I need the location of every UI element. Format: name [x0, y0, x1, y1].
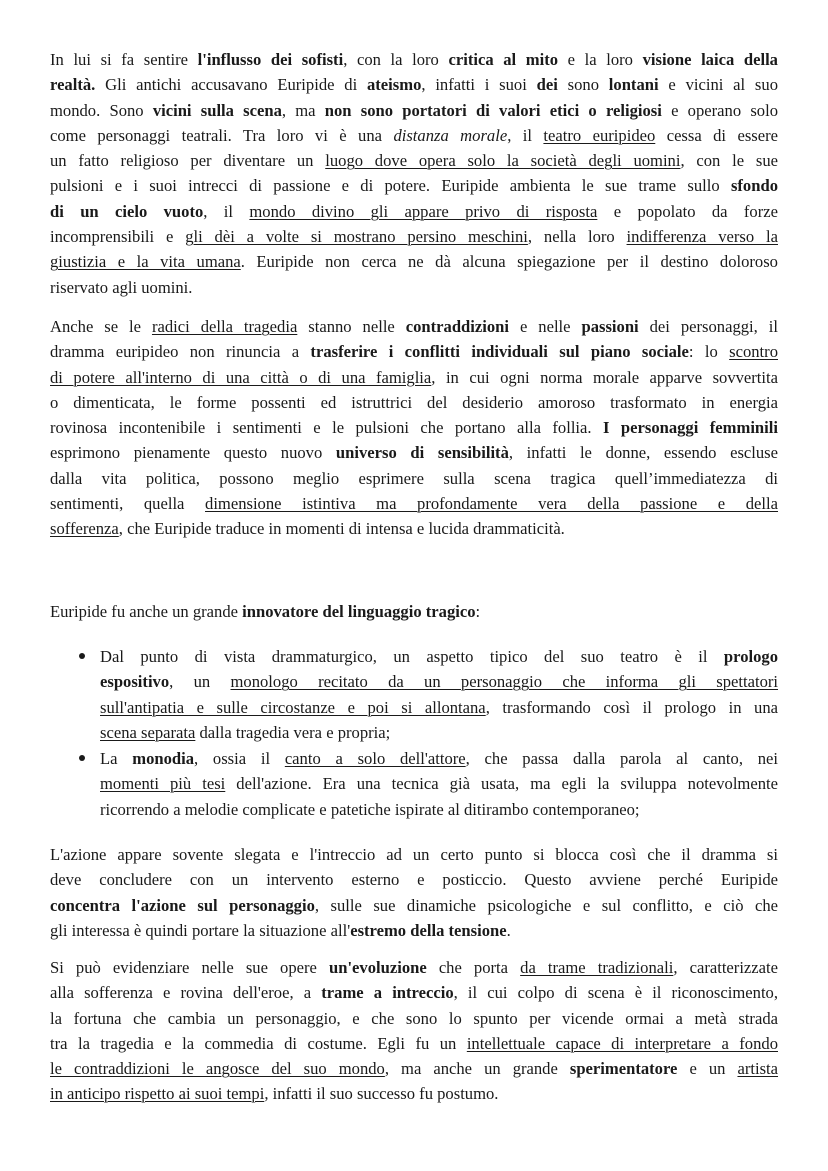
text-line: [50, 893, 778, 918]
underlined-text: radici della tragedia: [151, 317, 298, 336]
text-line: [50, 173, 778, 198]
text-run: riservato agli uomini.: [50, 277, 193, 297]
text-run: , infatti le donne, essendo escluse: [508, 443, 778, 463]
bullet-list-item: [100, 746, 778, 822]
text-line: [50, 47, 778, 72]
text-line: [50, 867, 778, 892]
underlined-text: teatro euripideo: [543, 125, 656, 145]
text-run: la fortuna che cambia un personaggio, e che sono lo spunto per vicende ormai a metà strada: [50, 1008, 778, 1028]
bold-text: espositivo: [100, 672, 170, 692]
text-run: Si può evidenziare nelle sue opere: [50, 958, 329, 977]
text-run: , un: [169, 672, 231, 692]
bullet-icon: [79, 755, 85, 761]
text-run: e popolato da forze: [597, 201, 778, 221]
text-line: [50, 440, 778, 465]
bold-text: sperimentatore: [569, 1059, 678, 1079]
bold-text: trame a intreccio: [321, 983, 454, 1003]
bullet-list-item: [100, 644, 778, 745]
text-run: dell'azione. Era una tecnica già usata, ma egli la sviluppa notevolmente: [225, 774, 778, 794]
text-line: [50, 314, 778, 339]
text-run: , trasformando così il prologo in una: [485, 697, 778, 717]
bold-text: trasferire i conflitti individuali sul piano sociale: [310, 342, 689, 362]
text-run: dei personaggi, il: [638, 317, 778, 336]
text-run: e nelle: [509, 317, 582, 336]
text-line: [100, 644, 778, 669]
text-line: [100, 720, 778, 745]
text-run: , ma: [281, 100, 325, 120]
bold-text: prologo: [723, 647, 778, 666]
text-run: rovinosa incontenibile i sentimenti e le pulsioni che portano alla follia.: [50, 418, 603, 438]
underlined-text: scontro: [729, 342, 778, 362]
text-run: pulsioni e i suoi intrecci di passione e di potere. Euripide ambienta le sue trame sullo: [50, 176, 731, 196]
text-line: [50, 98, 778, 123]
paragraph: [50, 842, 778, 943]
underlined-text: da trame tradizionali: [520, 958, 674, 977]
underlined-text: luogo dove opera solo la società degli uomini: [325, 151, 681, 171]
text-run: Dal punto di vista drammaturgico, un aspetto tipico del suo teatro è il: [100, 647, 724, 666]
paragraph: [50, 314, 778, 542]
text-line: [50, 123, 778, 148]
text-line: [100, 695, 778, 720]
text-run: L'azione appare sovente slegata e l'intreccio ad un certo punto si blocca così che il dramma si: [50, 845, 778, 864]
bold-text: estremo della tensione: [350, 920, 507, 940]
underlined-text: di potere all'interno di una città o di una famiglia: [50, 367, 432, 387]
paragraph: [50, 955, 778, 1107]
bold-text: visione laica della: [642, 50, 778, 69]
bold-text: passioni: [581, 317, 639, 336]
text-run: che porta: [426, 958, 521, 977]
bold-text: sfondo: [730, 176, 778, 196]
text-run: :: [475, 602, 481, 621]
underlined-text: in anticipo rispetto ai suoi tempi: [50, 1084, 265, 1104]
text-run: sono: [557, 75, 609, 95]
text-run: o dimenticata, le forme possenti ed istruttrici del desiderio amoroso trasformato in energia: [50, 392, 778, 412]
text-line: [50, 516, 778, 541]
paragraph: [50, 47, 778, 300]
text-run: esprimono pienamente questo nuovo: [50, 443, 336, 463]
bold-text: l'influsso dei sofisti: [197, 50, 344, 69]
text-run: , infatti il suo successo fu postumo.: [264, 1084, 499, 1104]
text-run: come personaggi teatrali. Tra loro vi è una: [50, 125, 394, 145]
text-run: sentimenti, quella: [50, 494, 206, 514]
underlined-text: momenti più tesi: [100, 774, 226, 794]
underlined-text: monologo recitato da un personaggio che informa gli spettatori: [230, 672, 779, 692]
text-run: tra la tragedia e la commedia di costume. Egli fu un: [50, 1033, 467, 1053]
text-line: [50, 148, 778, 173]
text-line: [50, 1031, 778, 1056]
text-run: mondo. Sono: [50, 100, 153, 120]
text-run: . Euripide non cerca ne dà alcuna spiegazione per il destino doloroso: [240, 252, 778, 272]
text-run: La: [100, 749, 133, 768]
text-run: , caratterizzate: [673, 958, 779, 977]
underlined-text: indifferenza verso la: [626, 227, 778, 247]
text-run: , ma anche un grande: [384, 1059, 570, 1079]
text-run: e vicini al suo: [658, 75, 778, 95]
bold-text: ateismo: [366, 75, 422, 95]
text-run: e un: [677, 1059, 738, 1079]
underlined-text: mondo divino gli appare privo di risposta: [249, 201, 598, 221]
text-run: dalla tragedia vera e propria;: [195, 722, 391, 742]
text-line: [50, 365, 778, 390]
text-run: , il: [507, 125, 544, 145]
text-line: [100, 669, 778, 694]
bold-text: lontani: [608, 75, 659, 95]
underlined-text: canto a solo dell'attore: [284, 749, 466, 768]
text-line: [50, 842, 778, 867]
underlined-text: le contraddizioni le angosce del suo mondo: [50, 1059, 385, 1079]
underlined-text: artista: [737, 1059, 779, 1079]
text-line: [100, 797, 778, 822]
text-line: [50, 955, 778, 980]
bold-text: monodia: [132, 749, 195, 768]
text-run: ricorrendo a melodie complicate e patetiche ispirate al ditirambo contemporaneo;: [100, 799, 640, 819]
bullet-icon: [79, 653, 85, 659]
text-run: dramma euripideo non rinuncia a: [50, 342, 311, 362]
underlined-text: giustizia e la vita umana: [50, 252, 241, 272]
text-line: [50, 466, 778, 491]
text-run: , infatti i suoi: [421, 75, 537, 95]
text-run: Anche se le: [50, 317, 152, 336]
bold-text: dei: [536, 75, 558, 95]
bold-text: non sono portatori di valori etici o religiosi: [324, 100, 662, 120]
text-run: stanno nelle: [297, 317, 406, 336]
bold-text: di un cielo vuoto: [50, 201, 204, 221]
text-line: [50, 599, 778, 624]
text-run: , che Euripide traduce in momenti di intensa e lucida drammaticità.: [118, 519, 565, 539]
text-run: , con la loro: [343, 50, 449, 69]
text-run: gli interessa è quindi portare la situazione all': [50, 920, 351, 940]
text-run: e la loro: [558, 50, 643, 69]
text-line: [100, 746, 778, 771]
text-line: [50, 1056, 778, 1081]
text-run: Euripide fu anche un grande: [50, 602, 243, 621]
text-line: [50, 390, 778, 415]
text-run: incomprensibili e: [50, 227, 186, 247]
text-line: [50, 249, 778, 274]
bold-text: concentra l'azione sul personaggio: [50, 895, 315, 915]
underlined-text: sofferenza: [50, 519, 119, 539]
text-line: [50, 1081, 778, 1106]
paragraph: [50, 599, 778, 624]
text-run: , ossia il: [194, 749, 285, 768]
text-line: [50, 72, 778, 97]
text-run: , il: [203, 201, 250, 221]
text-line: [50, 918, 778, 943]
text-line: [50, 199, 778, 224]
text-run: : lo: [688, 342, 730, 362]
bold-text: I personaggi femminili: [603, 418, 778, 438]
text-run: , con le sue: [680, 151, 778, 171]
text-run: deve concludere con un intervento esterno e posticcio. Questo avviene perché Euripide: [50, 870, 778, 890]
text-run: Gli antichi accusavano Euripide di: [95, 75, 367, 95]
text-run: alla sofferenza e rovina dell'eroe, a: [50, 983, 322, 1003]
italic-text: distanza morale: [393, 125, 508, 145]
text-run: dalla vita politica, possono meglio esprimere sulla scena tragica quell’immediatezza di: [50, 468, 778, 488]
text-run: In lui si fa sentire: [50, 50, 198, 69]
bold-text: universo di sensibilità: [335, 443, 509, 463]
text-line: [50, 224, 778, 249]
text-run: un fatto religioso per diventare un: [50, 151, 326, 171]
bold-text: critica al mito: [448, 50, 559, 69]
text-line: [50, 275, 778, 300]
text-run: , nella loro: [527, 227, 627, 247]
underlined-text: gli dèi a volte si mostrano persino meschini: [185, 227, 528, 247]
underlined-text: dimensione istintiva ma profondamente vera della passione e della: [205, 494, 779, 514]
bold-text: un'evoluzione: [328, 958, 427, 977]
text-line: [50, 415, 778, 440]
text-line: [50, 491, 778, 516]
bold-text: innovatore del linguaggio tragico: [242, 602, 476, 621]
underlined-text: scena separata: [100, 722, 196, 742]
text-run: .: [506, 920, 511, 940]
underlined-text: sull'antipatia e sulle circostanze e poi si allontana: [100, 697, 486, 717]
text-run: , sulle sue dinamiche psicologiche e sul conflitto, e ciò che: [314, 895, 778, 915]
text-run: , che passa dalla parola al canto, nei: [465, 749, 778, 768]
text-run: , in cui ogni norma morale apparve sovvertita: [431, 367, 779, 387]
text-line: [50, 980, 778, 1005]
underlined-text: intellettuale capace di interpretare a fondo: [466, 1033, 778, 1053]
text-run: cessa di essere: [655, 125, 778, 145]
text-run: , il cui colpo di scena è il riconoscimento,: [453, 983, 778, 1003]
text-run: e operano solo: [661, 100, 779, 120]
bold-text: vicini sulla scena: [152, 100, 282, 120]
bold-text: realtà.: [50, 75, 96, 95]
bold-text: contraddizioni: [405, 317, 510, 336]
text-line: [50, 1006, 778, 1031]
text-line: [50, 339, 778, 364]
text-line: [100, 771, 778, 796]
